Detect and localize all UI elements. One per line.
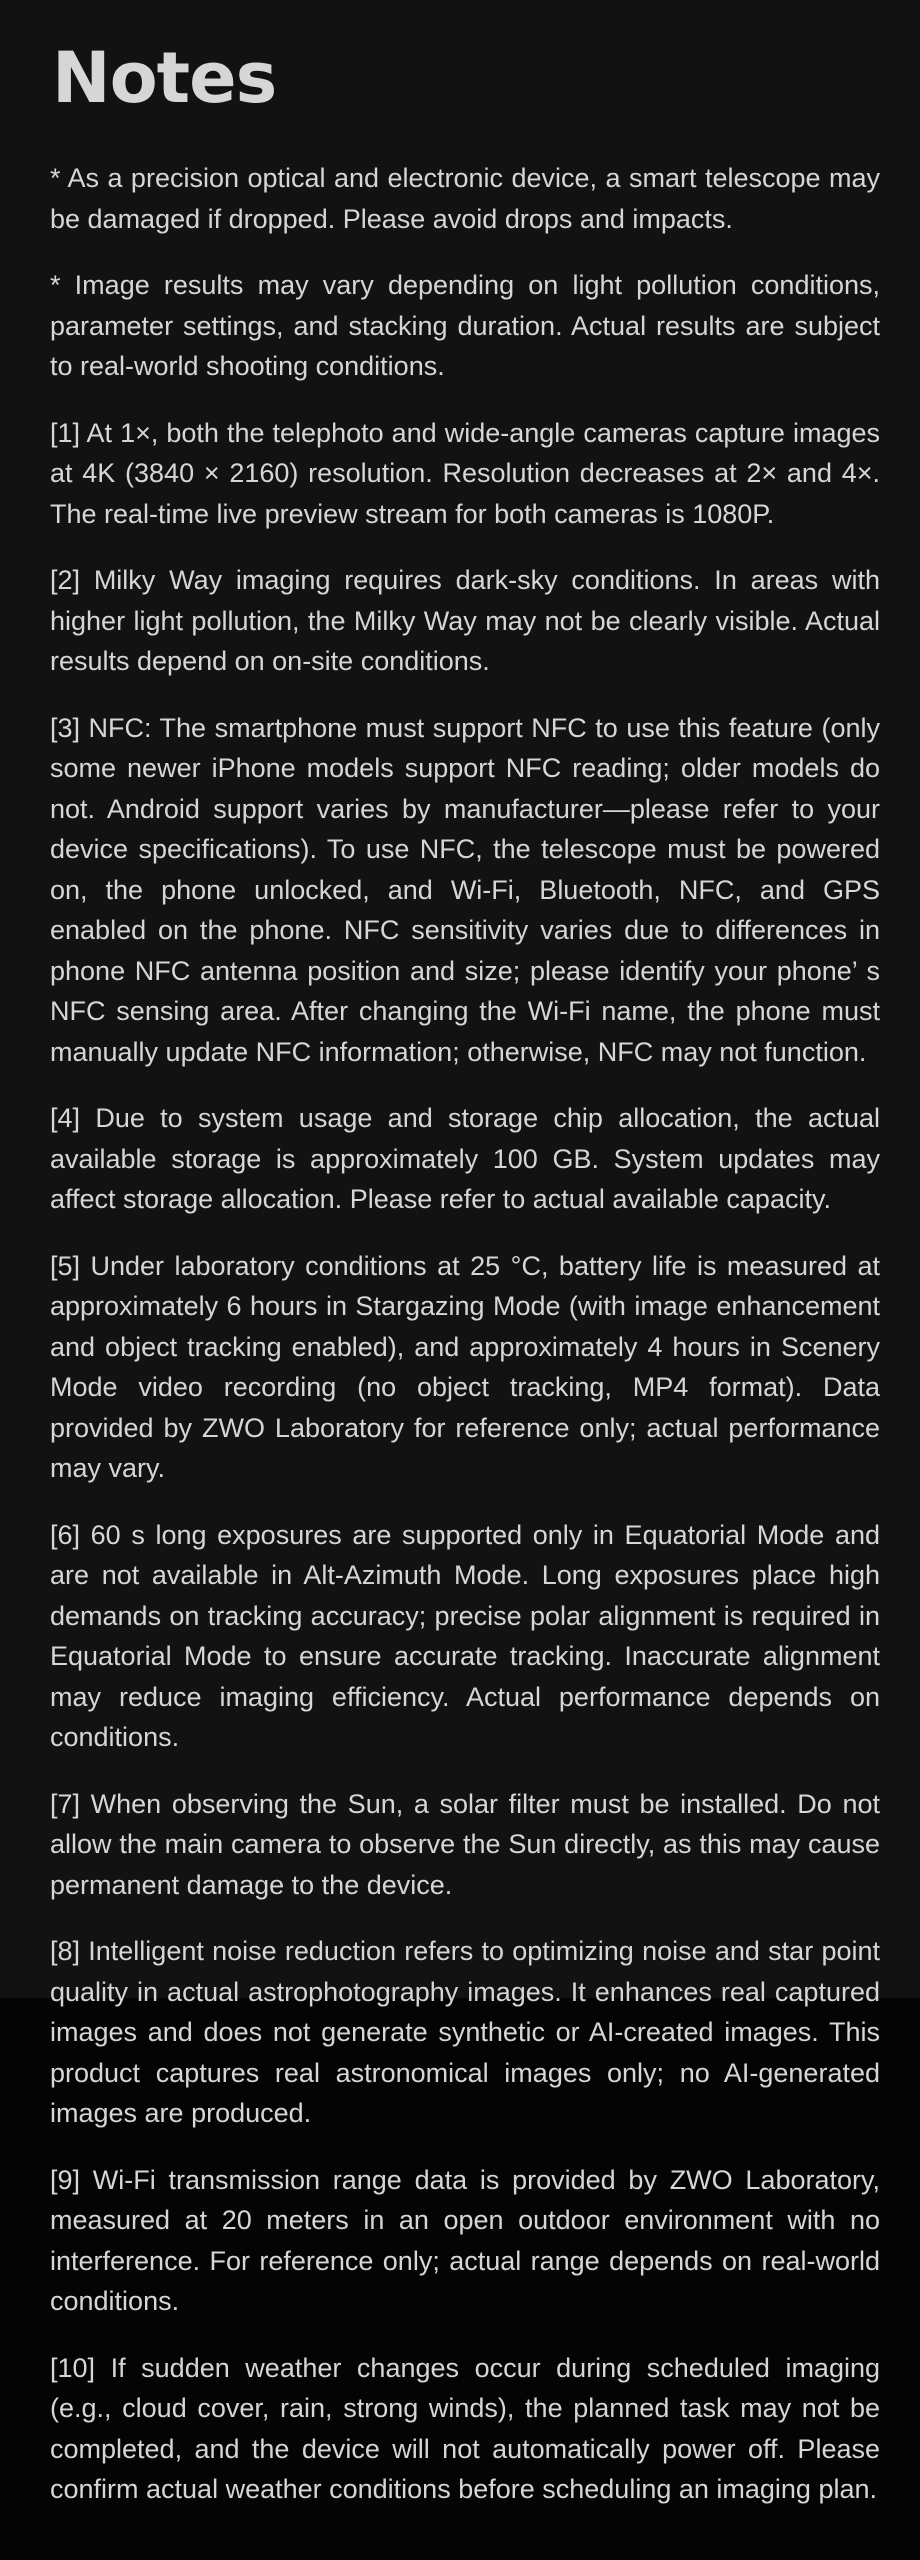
notes-list <box>50 158 880 2510</box>
note-3-nfc: [3] NFC: The smartphone must support NFC to use this feature (only some newer iPhone models support NFC reading; older models do not. Android support varies by manufacturer—please refer to your device specifications). To use NFC, the telescope must be powered on, the phone unlocked, and Wi-Fi, Bluetooth, NFC, and GPS enabled on the phone. NFC sensitivity varies due to differences in phone NFC antenna position and size; please identify your phone’ s NFC sensing area. After changing the Wi-Fi name, the phone must manually update NFC information; otherwise, NFC may not function. <box>50 712 880 1067</box>
note-10-weather: [10] If sudden weather changes occur during scheduled imaging (e.g., cloud cover, rain, strong winds), the planned task may not be completed, and the device will not automatically power off. Please confirm actual weather conditions before scheduling an imaging plan. <box>50 2352 880 2504</box>
page-title: Notes <box>52 37 277 119</box>
note-general-drop: * As a precision optical and electronic device, a smart telescope may be damaged if dropped. Please avoid drops and impacts. <box>50 163 880 234</box>
note-5-battery: [5] Under laboratory conditions at 25 °C, battery life is measured at approximately 6 hours in Stargazing Mode (with image enhancement and object tracking enabled), and approximately 4 hours in Scenery Mode video recording (no object tracking, MP4 format). Data provided by ZWO Laboratory for reference only; actual performance may vary. <box>50 1250 880 1483</box>
note-8-noise-reduction: [8] Intelligent noise reduction refers to optimizing noise and star point quality in actual astrophotography images. It enhances real captured images and does not generate synthetic or AI-created images. This product captures real astronomical images only; no AI-generated images are produced. <box>50 1936 880 2128</box>
note-7-solar-filter: [7] When observing the Sun, a solar filter must be installed. Do not allow the main camera to observe the Sun directly, as this may cause permanent damage to the device. <box>50 1788 880 1900</box>
note-1-resolution: [1] At 1×, both the telephoto and wide-angle cameras capture images at 4K (3840 × 2160) resolution. Resolution decreases at 2× and 4×. The real-time live preview stream for both cameras is 1080P. <box>50 417 880 529</box>
note-9-wifi-range: [9] Wi-Fi transmission range data is provided by ZWO Laboratory, measured at 20 meters in an open outdoor environment with no interference. For reference only; actual range depends on real-world conditions. <box>50 2164 880 2316</box>
note-6-long-exposure: [6] 60 s long exposures are supported only in Equatorial Mode and are not available in Alt-Azimuth Mode. Long exposures place high demands on tracking accuracy; precise polar alignment is required in Equatorial Mode to ensure accurate tracking. Inaccurate alignment may reduce imaging efficiency. Actual performance depends on conditions. <box>50 1519 880 1752</box>
note-2-milky-way: [2] Milky Way imaging requires dark-sky conditions. In areas with higher light pollution, the Milky Way may not be clearly visible. Actual results depend on on-site conditions. <box>50 565 880 676</box>
note-general-image-results: * Image results may vary depending on light pollution conditions, parameter settings, and stacking duration. Actual results are subject to real-world shooting conditions. <box>50 270 880 381</box>
note-4-storage: [4] Due to system usage and storage chip allocation, the actual available storage is approximately 100 GB. System updates may affect storage allocation. Please refer to actual available capacity. <box>50 1103 880 1214</box>
